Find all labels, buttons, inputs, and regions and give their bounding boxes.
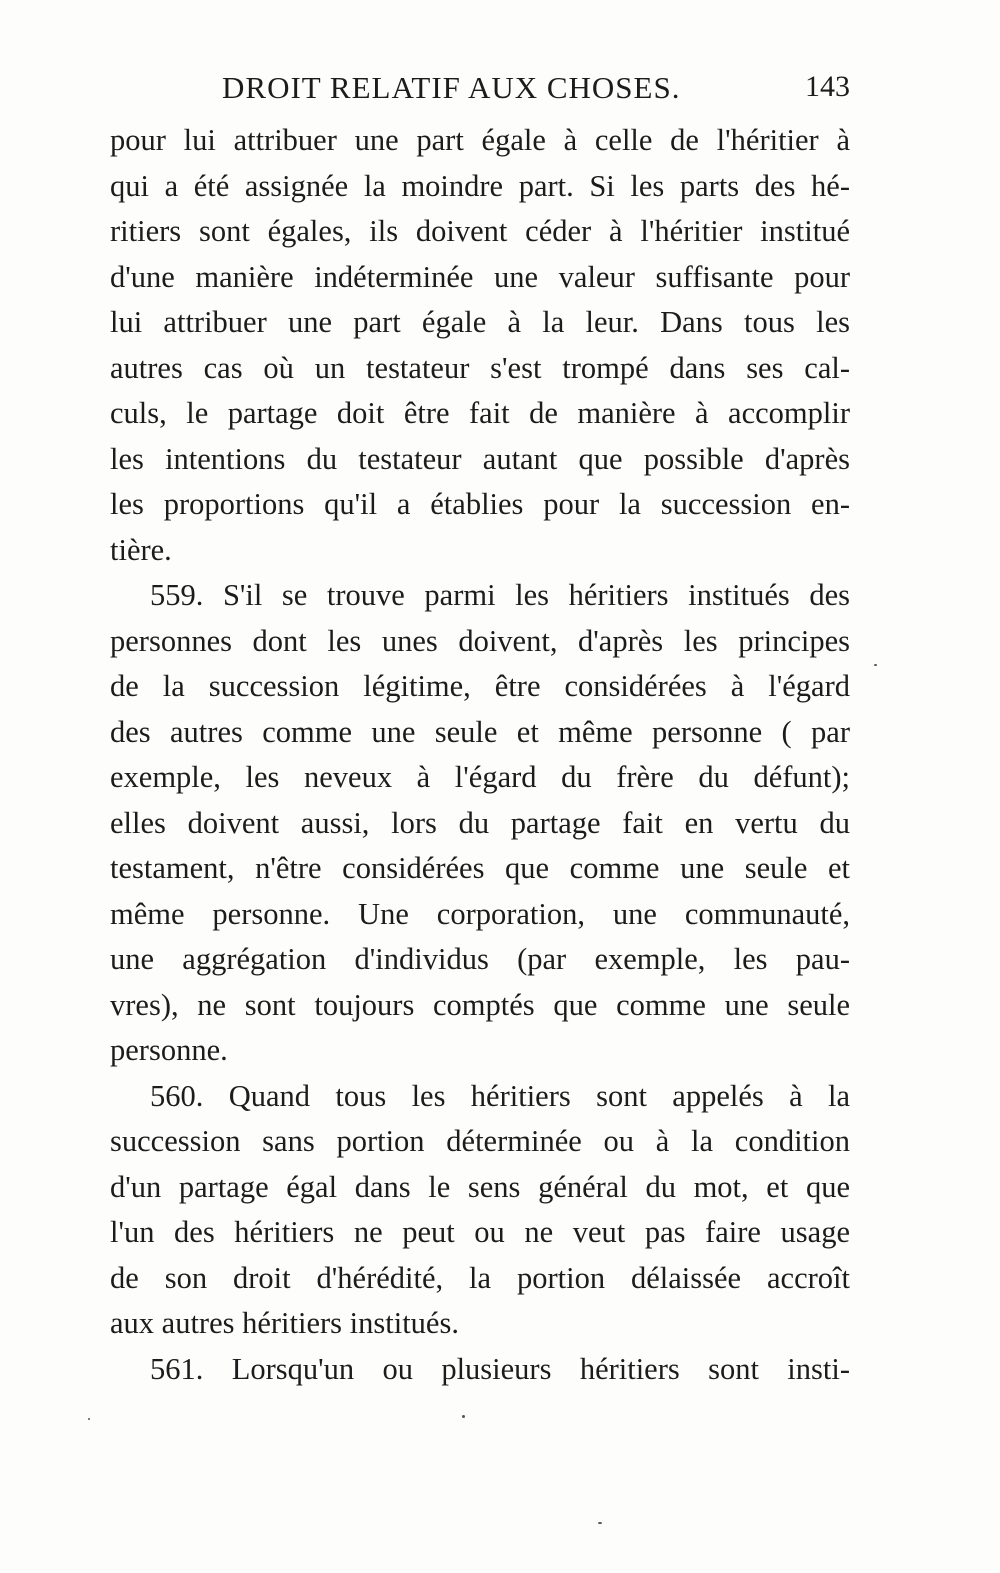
text-line: de la succession légitime, être considérées à l'égard xyxy=(110,669,850,703)
text-line: les proportions qu'il a établies pour la succession en- xyxy=(110,487,850,521)
text-line: même personne. Une corporation, une communauté, xyxy=(110,896,850,931)
text-line: qui a été assignée la moindre part. Si les parts des hé- xyxy=(110,168,850,203)
paper-speck xyxy=(874,664,877,666)
text-line: elles doivent aussi, lors du partage fait en vertu du xyxy=(110,805,850,840)
page-number: 143 xyxy=(805,70,850,103)
paragraph-560-start: 560. Quand tous les héritiers sont appelés à la xyxy=(150,1078,850,1113)
text-line: les intentions du testateur autant que possible d'après xyxy=(110,441,850,476)
text-line: exemple, les neveux à l'égard du frère du défunt); xyxy=(110,760,850,794)
text-line: testament, n'être considérées que comme une seule et xyxy=(110,851,850,885)
text-line: d'un partage égal dans le sens général du mot, et que xyxy=(110,1169,850,1204)
text-line: de son droit d'hérédité, la portion délaissée accroît xyxy=(110,1260,850,1295)
paragraph-559-start: 559. S'il se trouve parmi les héritiers institués des xyxy=(150,578,850,612)
text-line: l'un des héritiers ne peut ou ne veut pas faire usage xyxy=(110,1215,850,1249)
text-line: une aggrégation d'individus (par exemple, les pau- xyxy=(110,942,850,976)
running-head xyxy=(110,70,850,120)
text-line: tière. xyxy=(110,532,172,567)
text-line: pour lui attribuer une part égale à celle de l'héritier à xyxy=(110,123,850,157)
text-line: des autres comme une seule et même personne ( par xyxy=(110,714,850,749)
text-line: vres), ne sont toujours comptés que comme une seule xyxy=(110,987,850,1022)
paper-speck xyxy=(462,1415,465,1418)
paragraph-561-start: 561. Lorsqu'un ou plusieurs héritiers sont insti- xyxy=(150,1351,850,1386)
text-line: d'une manière indéterminée une valeur suffisante pour xyxy=(110,259,850,294)
body-text xyxy=(110,118,850,1392)
running-title: DROIT RELATIF AUX CHOSES. xyxy=(222,70,681,105)
text-line: succession sans portion déterminée ou à la condition xyxy=(110,1124,850,1158)
text-line: aux autres héritiers institués. xyxy=(110,1306,459,1340)
paper-speck xyxy=(598,1522,602,1524)
text-line: personne. xyxy=(110,1033,228,1067)
text-line: culs, le partage doit être fait de manière à accomplir xyxy=(110,396,850,430)
text-line: ritiers sont égales, ils doivent céder à l'héritier institué xyxy=(110,214,850,248)
paper-speck xyxy=(88,1418,90,1420)
text-line: autres cas où un testateur s'est trompé dans ses cal- xyxy=(110,350,850,385)
text-line: personnes dont les unes doivent, d'après les principes xyxy=(110,623,850,658)
text-line: lui attribuer une part égale à la leur. Dans tous les xyxy=(110,305,850,339)
